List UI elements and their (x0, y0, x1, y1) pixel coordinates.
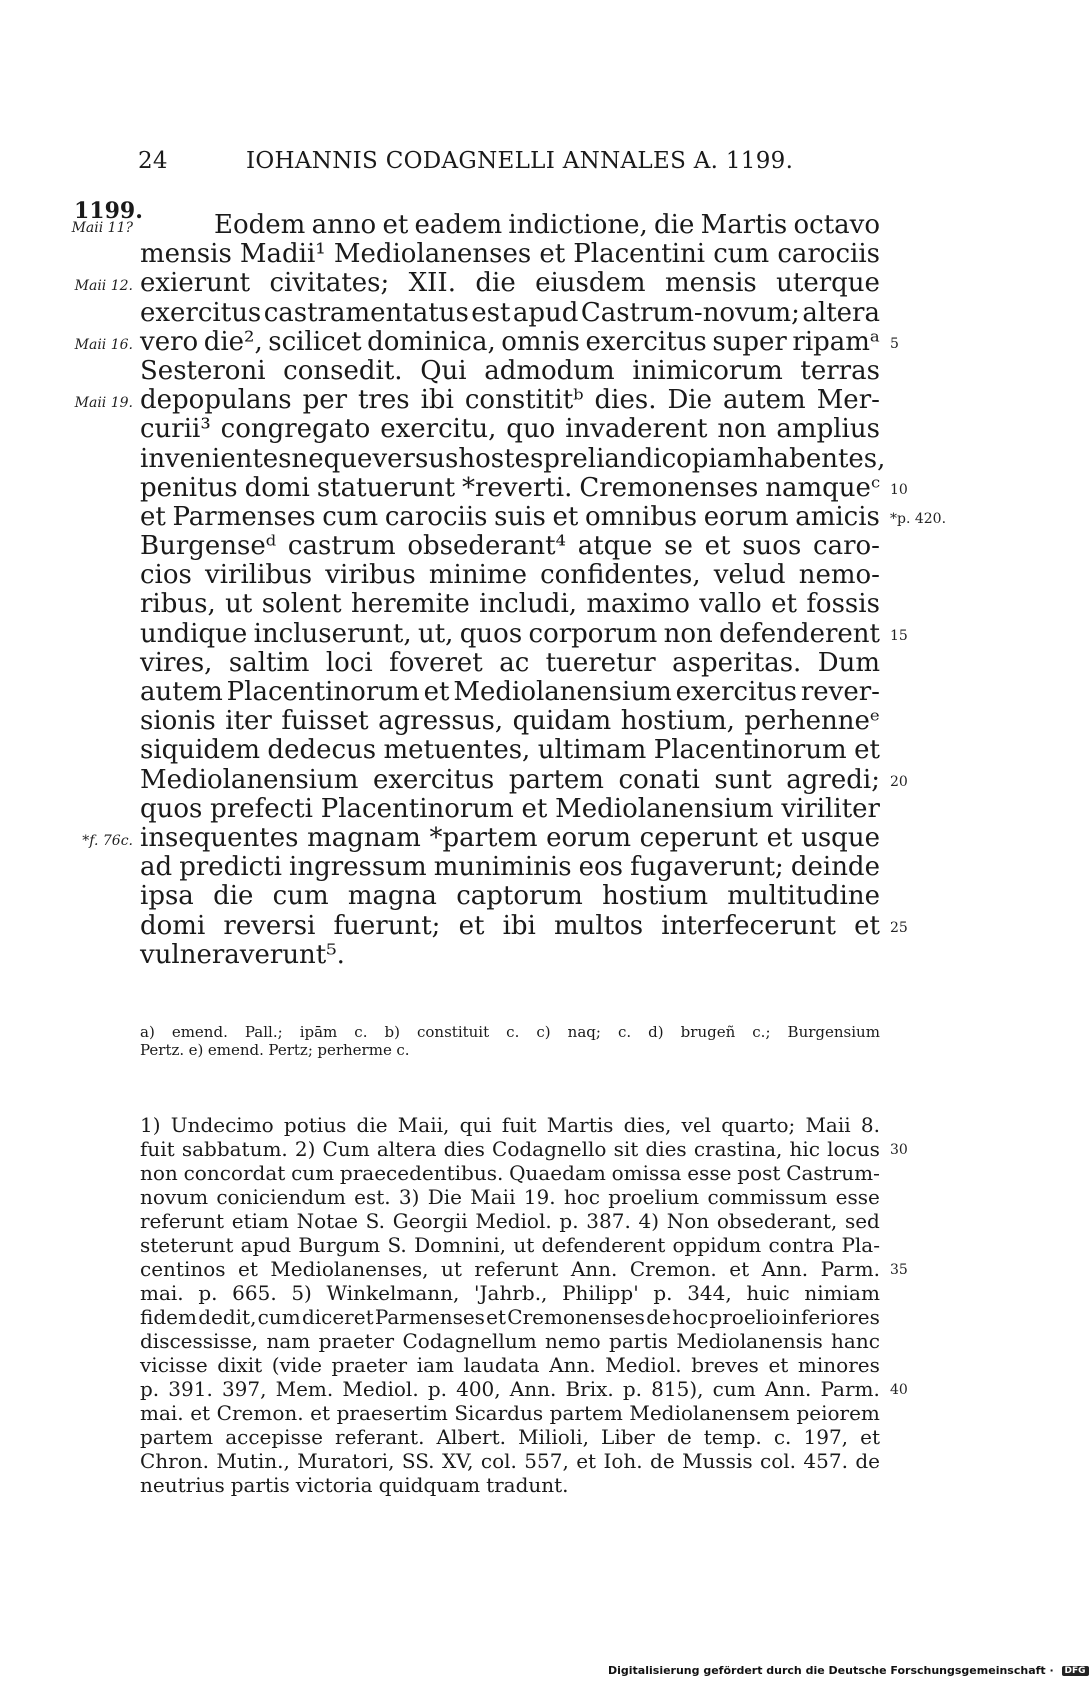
text-line: mensis Madii¹ Mediolanenses et Placentini cum carociis (140, 239, 880, 270)
commentary-line: centinos et Mediolanenses, ut referunt Ann. Cremon. et Ann. Parm. (140, 1257, 880, 1281)
text-line: vires, saltim loci foveret ac tueretur asperitas. Dum (140, 647, 880, 678)
critical-apparatus (140, 1023, 880, 1059)
text-line: et Parmenses cum carociis suis et omnibus eorum amicis (140, 501, 880, 532)
commentary-line: p. 391. 397, Mem. Mediol. p. 400, Ann. Brix. p. 815), cum Ann. Parm. (140, 1377, 880, 1401)
text-line: exercitus castramentatus est apud Castrum-novum; altera (140, 297, 880, 328)
text-line: Eodem anno et eadem indictione, die Martis octavo (214, 210, 880, 240)
digitization-credit (608, 1664, 1086, 1677)
text-line: depopulans per tres ibi constititᵇ dies. Die autem Mer- (140, 385, 880, 416)
margin-date-note: Maii 19. (74, 395, 133, 412)
commentary-line-number: 30 (890, 1142, 908, 1158)
margin-line-number: *p. 420. (890, 511, 947, 527)
text-line: Burgenseᵈ castrum obsederant⁴ atque se et suos caro- (140, 531, 880, 562)
page-number: 24 (138, 148, 168, 174)
commentary-line: neutrius partis victoria quidquam tradunt. (140, 1473, 569, 1497)
text-line: Mediolanensium exercitus partem conati sunt agredi; (140, 764, 880, 795)
margin-line-number: 10 (890, 481, 908, 498)
margin-line-number: 20 (890, 773, 908, 790)
commentary-line-number: 40 (890, 1382, 908, 1398)
margin-line-number: 5 (890, 335, 899, 352)
text-line: exierunt civitates; XII. die eiusdem mensis uterque (140, 268, 880, 299)
commentary-line: novum coniciendum est. 3) Die Maii 19. hoc proelium commissum esse (140, 1185, 880, 1209)
text-line: domi reversi fuerunt; et ibi multos interfecerunt et (140, 910, 880, 941)
commentary-line: partem accepisse referant. Albert. Milioli, Liber de temp. c. 197, et (140, 1425, 880, 1449)
margin-date-note: Maii 16. (74, 336, 133, 353)
text-line: cios virilibus viribus minime confidentes, velud nemo- (140, 560, 880, 591)
margin-date-note: Maii 11? (71, 220, 133, 236)
text-line: ipsa die cum magna captorum hostium multitudine (140, 881, 880, 912)
commentary-line-number: 35 (890, 1262, 908, 1278)
commentary-footnotes (140, 1113, 880, 1497)
text-line: ribus, ut solent heremite includi, maximo vallo et fossis (140, 589, 880, 620)
margin-year: 1199. (74, 198, 143, 224)
commentary-line: steterunt apud Burgum S. Domnini, ut defenderent oppidum contra Pla- (140, 1233, 880, 1257)
text-line: undique incluserunt, ut, quos corporum non defenderent (140, 618, 880, 649)
commentary-line: fuit sabbatum. 2) Cum altera dies Codagnello sit dies crastina, hic locus (140, 1137, 880, 1161)
text-line: curii³ congregato exercitu, quo invaderent non amplius (140, 414, 880, 445)
commentary-line: fidem dedit, cum diceret Parmenses et Cremonenses de hoc proelio inferiores (140, 1305, 880, 1329)
text-line: Sesteroni consedit. Qui admodum inimicorum terras (140, 355, 880, 386)
commentary-line: discessisse, nam praeter Codagnellum nemo partis Mediolanensis hanc (140, 1329, 880, 1353)
text-line: ad predicti ingressum muniminis eos fugaverunt; deinde (140, 852, 880, 883)
text-line: invenientes neque versus hostes preliandi copiam habentes, (140, 443, 886, 474)
running-title: IOHANNIS CODAGNELLI ANNALES A. 1199. (246, 148, 794, 174)
text-line: sionis iter fuisset agressus, quidam hostium, perhenneᵉ (140, 706, 880, 737)
commentary-line: vicisse dixit (vide praeter iam laudata Ann. Mediol. breves et minores (140, 1353, 880, 1377)
text-line: vulneraverunt⁵. (140, 939, 345, 970)
commentary-line: non concordat cum praecedentibus. Quaedam omissa esse post Castrum- (140, 1161, 880, 1185)
commentary-line: mai. et Cremon. et praesertim Sicardus partem Mediolanensem peiorem (140, 1401, 880, 1425)
commentary-line: referunt etiam Notae S. Georgii Mediol. p. 387. 4) Non obsederant, sed (140, 1209, 880, 1233)
text-line: vero die², scilicet dominica, omnis exercitus super ripamᵃ (140, 326, 880, 357)
margin-date-note: *f. 76c. (82, 833, 133, 850)
apparatus-line: a) emend. Pall.; ipām c. b) constituit c. c) naq; c. d) brugeñ c.; Burgensium (140, 1023, 880, 1041)
commentary-line: Chron. Mutin., Muratori, SS. XV, col. 557, et Ioh. de Mussis col. 457. de (140, 1449, 880, 1473)
text-line: siquidem dedecus metuentes, ultimam Placentinorum et (140, 735, 880, 766)
commentary-line: mai. p. 665. 5) Winkelmann, 'Jahrb., Philipp' p. 344, huic nimiam (140, 1281, 880, 1305)
main-text (140, 210, 886, 970)
text-line: insequentes magnam *partem eorum ceperunt et usque (140, 822, 880, 853)
margin-date-note: Maii 12. (74, 278, 133, 295)
margin-line-number: 25 (890, 919, 908, 936)
text-line: penitus domi statuerunt *reverti. Cremonenses namqueᶜ (140, 472, 880, 503)
apparatus-line: Pertz. e) emend. Pertz; perherme c. (140, 1041, 410, 1059)
commentary-line: 1) Undecimo potius die Maii, qui fuit Martis dies, vel quarto; Maii 8. (140, 1113, 880, 1137)
dfg-logo: DFG (1062, 1666, 1089, 1676)
margin-line-number: 15 (890, 627, 908, 644)
text-line: autem Placentinorum et Mediolanensium exercitus rever- (140, 677, 880, 707)
credit-text: Digitalisierung gefördert durch die Deutsche Forschungsgemeinschaft · (608, 1664, 1054, 1677)
text-line: quos prefecti Placentinorum et Mediolanensium viriliter (140, 793, 880, 824)
